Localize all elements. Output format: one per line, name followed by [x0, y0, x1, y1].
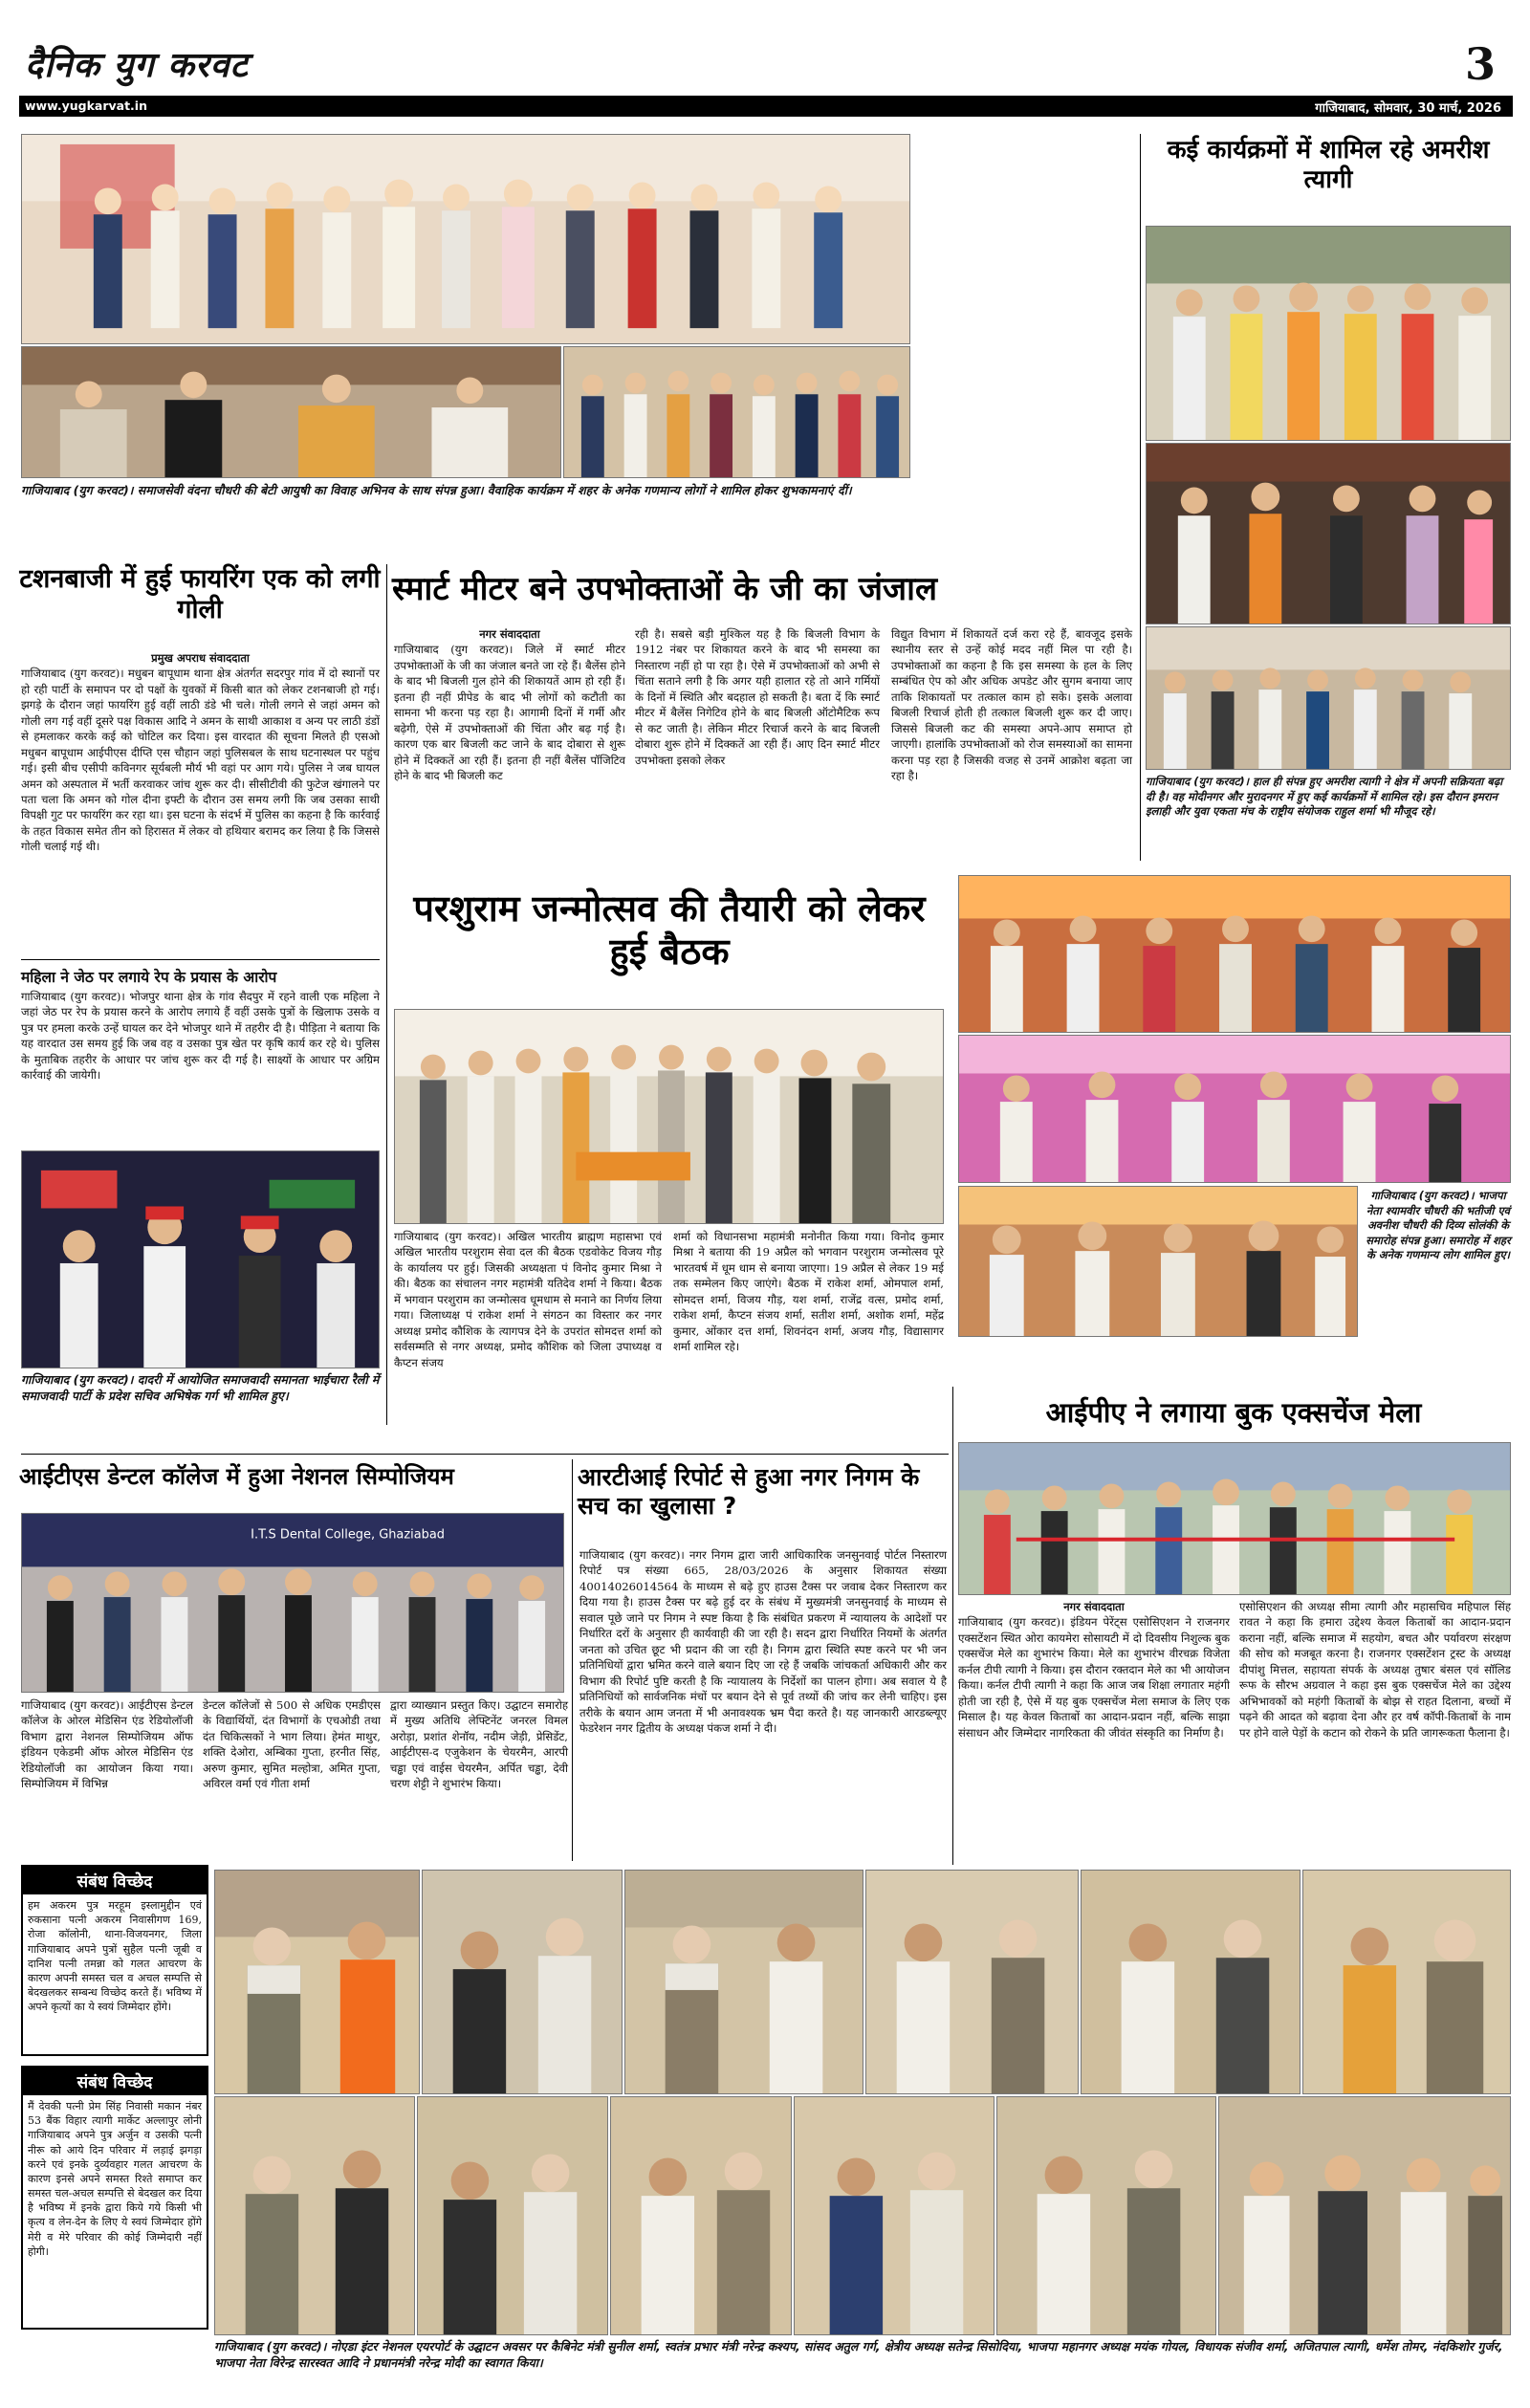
book-fair-byline: नगर संवाददाता — [1063, 1600, 1125, 1613]
pm-photo-2 — [422, 1870, 623, 2094]
pm-caption: गाजियाबाद (युग करवट)। नोएडा इंटर नेशनल एयरपोर्ट के उद्घाटन अवसर पर कैबिनेट मंत्री सुनील शर्मा, स्वतंत्र प्रभार मंत्री नरेन्द्र कश्यप, सांसद अतुल गर्ग, क्षेत्रीय अध्यक्ष सतेन्द्र सिसोदिया, भाजपा महानगर अध्यक्ष मयंक गोयल, विधायक संजीव शर्मा, अजितपाल त्यागी, धर्मेश तोमर, नंदकिशोर गुर्जर, भाजपा नेता विरेन्द्र सारस्वत आदि ने प्रधानमंत्री नरेन्द्र मोदी का स्वागत किया। — [214, 2339, 1503, 2370]
parshuram-col2: शर्मा को विधानसभा महामंत्री मनोनीत किया गया। विनोद कुमार मिश्रा ने बताया की 19 अप्रैल को भगवान परशुराम जन्मोत्सव पूरे भारतवर्ष में धूम धाम से बनाया जाएगा। 19 अप्रैल से लेकर 19 मई तक सम्मेलन किए जाएंगे। बैठक में राकेश शर्मा, ओमपाल शर्मा, सोमदत्त शर्मा, विजय गौड़, यश शर्मा, राजेंद्र वत्स, प्रमोद शर्मा, राकेश शर्मा, कैप्टन संजय शर्मा, सतीश शर्मा, अशोक शर्मा, महेंद्र कुमार, ओंकार दत्त शर्मा, शिवनंदन शर्मा, अजय गौड़, विद्यासागर शर्मा शामिल रहे। — [673, 1230, 944, 1354]
amrish-caption: गाजियाबाद (युग करवट)। हाल ही संपन्न हुए अमरीश त्यागी ने क्षेत्र में अपनी सक्रियता बढ़ा दी है। वह मोदीनगर और मुरादनगर में हुए कई कार्यक्रमों में शामिल रहे। इस दौरान इमरान इलाही और युवा एकता मंच के राष्ट्रीय संयोजक राहुल शर्मा भी मौजूद रहे। — [1146, 775, 1503, 819]
masthead-bar — [19, 96, 1513, 117]
amrish-headline: कई कार्यक्रमों में शामिल रहे अमरीश त्यागी — [1167, 136, 1490, 194]
column-rule — [952, 1387, 953, 1865]
column-rule — [1140, 134, 1141, 861]
book-fair-photo — [958, 1442, 1511, 1595]
book-fair-col1 — [958, 1599, 1230, 1740]
parshuram-col1: गाजियाबाद (युग करवट)। अखिल भारतीय ब्राह्मण महासभा एवं अखिल भारतीय परशुराम सेवा दल की बैठक एडवोकेट विजय गौड़ के कार्यालय पर हुई। जिसकी अध्यक्षता पं विनोद कुमार मिश्रा ने की। बैठक का संचालन नगर महामंत्री यतिदेव शर्मा ने किया। बैठक में भगवान परशुराम का जन्मोत्सव धूमधाम से मनाने का निर्णय लिया गया। जिलाध्यक्ष पं राकेश शर्मा ने संगठन का विस्तार कर नगर अध्यक्ष प्रमोद कौशिक के त्यागपत्र देने के उपरांत सोमदत्त शर्मा को सर्वसम्मति से नगर अध्यक्ष, प्रमोद कौशिक को जिला उपाध्यक्ष व कैप्टन संजय — [394, 1230, 662, 1369]
firing-headline: टशनबाजी में हुई फायरिंग एक को लगी गोली — [19, 564, 381, 624]
reception-caption: गाजियाबाद (युग करवट)। भाजपा नेता श्यामवीर चौधरी की भतीजी एवं अवनीश चौधरी की दिव्य सोलंकी के समारोह संपन्न हुआ। समारोह में शहर के अनेक गणमान्य लोग शामिल हुए। — [1366, 1189, 1511, 1262]
book-fair-headline: आईपीए ने लगाया बुक एक्सचेंज मेला — [1045, 1396, 1422, 1429]
rule-its — [21, 1454, 949, 1455]
top-wedding-caption: गाजियाबाद (युग करवट)। समाजसेवी वंदना चौधरी की बेटी आयुषी का विवाह अभिनव के साथ संपन्न हुआ। वैवाहिक कार्यक्रम में शहर के अनेक गणमान्य लोगों ने शामिल होकर शुभकामनाएं दीं। — [21, 483, 852, 497]
notice-2-heading: संबंध विच्छेद — [23, 2068, 207, 2095]
mahila-headline: महिला ने जेठ पर लगाये रेप के प्रयास के आरोप — [21, 969, 277, 986]
reception-photo-1 — [958, 875, 1511, 1033]
amrish-photo-3 — [1146, 626, 1511, 770]
masthead-title: दैनिक युग करवट — [25, 45, 249, 85]
rule-firing — [21, 959, 380, 960]
svg-text:I.T.S Dental College, Ghaziaba: I.T.S Dental College, Ghaziabad — [251, 1527, 446, 1543]
its-col1: गाजियाबाद (युग करवट)। आईटीएस डेन्टल कॉलेज के ओरल मेडिसिन एंड रेडियोलॉजी विभाग द्वारा नेशनल सिम्पोजियम ऑफ इंडियन एकेडमी ऑफ ओरल मेडिसिन एंड रेडियोलॉजी का आयोजन किया गया। सिम्पोजियम में विभिन्न — [21, 1698, 193, 1791]
wedding-photo-2 — [21, 346, 561, 478]
notice-1-heading: संबंध विच्छेद — [23, 1867, 207, 1894]
its-headline: आईटीएस डेन्टल कॉलेज में हुआ नेशनल सिम्पोजियम — [19, 1463, 454, 1490]
column-rule — [572, 1459, 573, 1861]
sp-rally-photo — [21, 1150, 380, 1368]
pm-photo-6 — [1302, 1870, 1511, 2094]
amrish-photo-1 — [1146, 226, 1511, 441]
page-number: 3 — [1465, 38, 1497, 90]
parshuram-photo — [394, 1009, 944, 1224]
firing-body: गाजियाबाद (युग करवट)। मधुबन बापूधाम थाना क्षेत्र अंतर्गत सदरपुर गांव में दो स्थानों पर हो रही पार्टी के समापन पर दो पक्षों के युवकों में किसी बात को लेकर टशनबाजी हो गई। झगड़े के दौरान जहां फायरिंग हुई वहीं लाठी डंडे भी चले। गोली लगने से जहां अमन को गोली लग गई वहीं दूसरे पक्ष विकास आदि ने अमन के साथी आकाश व अन्य पर लाठी डंडों से हमलाकर करके कई को चोटिल कर दिया। इस वारदात की सूचना मिलते ही एसओ मधुबन बापूधाम आईपीएस दीप्ति एस चौहान जहां पुलिसबल के साथ घटनास्थल पर पहुंच गई। इसी बीच एसीपी कविनगर सूर्यबली मौर्य भी वहां पर आग गये। पुलिस ने जब घायल अमन को अस्पताल में भर्ती करवाकर जांच शुरू कर दी। सीसीटीवी की फुटेज खंगालने पर पता चला कि अमन को गोल दीना इफ्टी के दौरान उस समय लगी कि जब उसका साथी विपक्षी गुट पर फायरिंग कर रहा था। इस घटना के संदर्भ में पुलिस का कहना है कि कार्रवाई के तहत विकास समेत तीन को हिरासत में लेकर वो हथियार बरामद कर लिया है कि जिससे गोली चलाई गई थी। — [21, 667, 380, 854]
book-fair-col2: एसोसिएशन की अध्यक्ष सीमा त्यागी और महासचिव महिपाल सिंह रावत ने कहा कि हमारा उद्देश्य केवल किताबों का आदान-प्रदान कराना नहीं, बल्कि समाज में सहयोग, बचत और पर्यावरण संरक्षण की सोच को मजबूत करना है। राजनगर एक्सटेंशन ट्रस्ट के अध्यक्ष दीपांशु मित्तल, सहायता संपर्क के अध्यक्ष तुषार बंसल एवं सॉलिड रूफ के सौरभ अग्रवाल ने कहा इस बुक एक्सचेंज मेले का उद्देश्य अभिभावकों को महंगी किताबों के बोझ से राहत दिलाना, बच्चों में पढ़ने की आदत को बढ़ावा देना और हर वर्ष कॉपी-किताबों के नाम पर होने वाले पेड़ों के कटान को रोकने के प्रति जागरूकता फैलाना है। — [1239, 1600, 1511, 1740]
pm-photo-11 — [996, 2096, 1216, 2335]
masthead — [0, 0, 1530, 124]
notice-1-body: हम अकरम पुत्र मरहूम इस्लामुद्दीन एवं रुकसाना पत्नी अकरम निवासीगण 169, रोजा कॉलोनी, थाना-विजयनगर, जिला गाजियाबाद अपने पुत्रों सुहैल पत्नी जूबी व दानिश पत्नी तमन्ना को गलत आचरण के कारण अपनी समस्त चल व अचल सम्पत्ति से बेदखलकर सम्बन्ध विच्छेद करते हैं। भविष्य में अपने कृत्यों का ये स्वयं जिम्मेदार होंगे। — [28, 1899, 202, 2014]
pm-photo-10 — [794, 2096, 994, 2335]
wedding-photo-3 — [563, 346, 910, 478]
pm-photo-1 — [214, 1870, 420, 2094]
pm-photo-9 — [610, 2096, 792, 2335]
rti-headline: आरटीआई रिपोर्ट से हुआ नगर निगम के सच का खुलासा ? — [578, 1463, 920, 1520]
smart-meter-headline: स्मार्ट मीटर बने उपभोक्ताओं के जी का जंजाल — [392, 570, 938, 608]
pm-photo-12 — [1218, 2096, 1511, 2335]
smart-meter-byline: नगर संवाददाता — [479, 627, 540, 641]
smart-meter-text1: गाजियाबाद (युग करवट)। जिले में स्मार्ट मीटर उपभोक्ताओं के जी का जंजाल बनते जा रहे हैं। बैलेंस होने के बाद भी बिजली गुल होने की शिकायतें आम हो रही हैं। इतना ही नहीं प्रीपेड के बाद भी लोगों को कटौती का सामना भी करना पड़ रहा है। आगामी दिनों में गर्मी और बढ़ेगी, ऐसे में उपभोक्ताओं की चिंता और बढ़ गई है। कारण एक बार बिजली कट जाने के बाद दोबारा से शुरू होने में दिक्कतें आ रही हैं। इतना ही नहीं बैलेंस पॉजिटिव होने के बाद भी बिजली कट — [394, 643, 625, 782]
smart-meter-col1 — [394, 626, 625, 783]
smart-meter-col2: रही है। सबसे बड़ी मुश्किल यह है कि बिजली विभाग के 1912 नंबर पर शिकायत करने के बाद भी समस्या का निस्तारण नहीं हो पा रहा है। ऐसे में उपभोक्ताओं को अभी से चिंता सताने लगी है कि अगर यही हालात रहे तो आने गर्मियों के दिनों में स्थिति और बदहाल हो सकती है। बता दें कि स्मार्ट मीटर में बैलेंस निगेटिव होने के बाद बिजली ऑटोमैटिक रूप से कट जाती है। लेकिन मीटर रिचार्ज करने के बाद बिजली दोबारा शुरू होने में दिक्कतें आ रही हैं। आए दिन स्मार्ट मीटर उपभोक्ता इसको लेकर — [635, 627, 880, 767]
pm-photo-7 — [214, 2096, 415, 2335]
its-col2: डेन्टल कॉलेजों से 500 से अधिक एमडीएस के विद्यार्थियों, दंत विभागों के एचओडी तथा दंत चिकित्सकों ने भाग लिया। हेमंत माथुर, शक्ति देओरा, अम्बिका गुप्ता, हरनीत सिंह, अरुण कुमार, सुमित मल्होत्रा, अमित गुप्ता, अविरल वर्मा एवं गीता शर्मा — [203, 1698, 381, 1791]
date-line: गाजियाबाद, सोमवार, 30 मार्च, 2026 — [1315, 101, 1501, 116]
smart-meter-col3: विद्युत विभाग में शिकायतें दर्ज करा रहे हैं, बावजूद इसके स्थानीय स्तर से उन्हें कोई मदद नहीं मिल पा रही है। उपभोक्ताओं का कहना है कि इस समस्या के हल के लिए सम्बंधित ऐप को और अधिक अपडेट और सुगम बनाया जाए ताकि शिकायतों पर तत्काल काम हो सके। इसके अलावा बिजली रिचार्ज होती ही तत्काल बिजली शुरू कर दी जाए। जिससे बिजली कट की समस्या अपने-आप समाप्त हो जाएगी। हालांकि उपभोक्ताओं को रोज समस्याओं का सामना करना पड़ रहा है जिसकी वजह से उनमें आक्रोश बढ़ता जा रहा है। — [891, 627, 1132, 783]
book-fair-text1: गाजियाबाद (युग करवट)। इंडियन पेरेंट्स एसोसिएशन ने राजनगर एक्सटेंशन स्थित ओरा कायमेरा सोसायटी में दो दिवसीय निशुल्क बुक एक्सचेंज मेले का शुभारंभ किया। मेले का शुभारंभ वीरचक्र विजेता कर्नल टीपी त्यागी ने किया। इस दौरान रक्तदान मेले का भी आयोजन किया। कर्नल टीपी त्यागी ने कहा कि आज जब शिक्षा लगातार महंगी होती जा रही है, ऐसे में यह बुक एक्सचेंज मेला समाज के लिए एक मिसाल है। यह केवल किताबों का आदान-प्रदान नहीं, बल्कि साझा संसाधन और जिम्मेदार नागरिकता की जीवंत संस्कृति का निर्माण है। — [958, 1615, 1230, 1740]
wedding-photo-1 — [21, 134, 910, 344]
pm-photo-3 — [624, 1870, 863, 2094]
firing-byline: प्रमुख अपराध संवाददाता — [151, 651, 250, 665]
notice-box-1 — [21, 1865, 208, 2056]
pm-photo-5 — [1081, 1870, 1300, 2094]
rti-body: गाजियाबाद (युग करवट)। नगर निगम द्वारा जारी आधिकारिक जनसुनवाई पोर्टल निस्तारण रिपोर्ट पत्र संख्या 665, 28/03/2026 के अनुसार शिकायत संख्या 40014026014564 के माध्यम से बढ़े हुए हाउस टैक्स पर जवाब देकर निस्तारण कर दिया गया है। हाउस टैक्स पर बढ़े हुई दर के संबंध में मुख्यमंत्री जनसुनवाई के माध्यम से सवाल पूछे जाने पर निगम ने स्पष्ट किया है कि संबंधित प्रकरण में न्यायालय के आदेशों पर निर्धारित दरों के अनुसार ही कार्यवाही की जा रही है। सदन द्वारा निर्धारित नियमों के अंतर्गत जनता को उचित छूट भी प्रदान की जा रही है। निगम द्वारा स्थिति स्पष्ट करने पर भी जन प्रतिनिधियों द्वारा भ्रमित करने वाले बयान दिए जा रहे हैं जबकि जांचकर्ता अधिकारी और कर विभाग की रिपोर्ट पुष्टि करती है कि न्यायालय के निर्देशों का पालन होगा। अब सवाल ये है प्रतिनिधियों को सार्वजनिक मंचों पर बयान देने से पूर्व तथ्यों की जांच कर लेनी चाहिए। इस तरीके के बयान आम जनता में भी अनावश्यक भ्रम पैदा करते है। यह जानकारी आरडब्ल्यूए फेडरेशन नगर द्वितीय के अध्यक्ष पंकज शर्मा ने दी। — [579, 1548, 947, 1735]
website[interactable]: www.yugkarvat.in — [25, 99, 147, 113]
sp-rally-caption: गाजियाबाद (युग करवट)। दादरी में आयोजित समाजवादी समानता भाईचारा रैली में समाजवादी पार्टी के प्रदेश सचिव अभिषेक गर्ग भी शामिल हुए। — [21, 1372, 380, 1403]
reception-photo-2 — [958, 1035, 1511, 1183]
amrish-photo-2 — [1146, 443, 1511, 624]
its-photo — [21, 1513, 564, 1693]
firing-article — [21, 650, 380, 855]
pm-photo-8 — [417, 2096, 608, 2335]
notice-2-body: मैं देवकी पत्नी प्रेम सिंह निवासी मकान नंबर 53 बैंक विहार त्यागी मार्केट अल्लापुर लोनी गाजियाबाद अपने पुत्र अर्जुन व उसकी पत्नी नीरू को आये दिन परिवार में लड़ाई झगड़ा करने एवं इनके दुर्व्यवहार गलत आचरण के कारण इनसे अपने समस्त रिश्ते समाप्त कर समस्त चल-अचल सम्पत्ति से बेदखल कर दिया है भविष्य में इनके द्वारा किये गये किसी भी कृत्य व लेन-देन के लिए ये स्वयं जिम्मेदार होंगे मेरी व मेरे परिवार की कोई जिम्मेदारी नहीं होगी। — [28, 2100, 202, 2258]
pm-photo-4 — [865, 1870, 1079, 2094]
its-col3: द्वारा व्याख्यान प्रस्तुत किए। उद्घाटन समारोह में मुख्य अतिथि लेफ्टिनेंट जनरल विमल अरोड़ा, प्रशांत शेनॉय, नदीम जेड़ी, प्रेसिडेंट, आईटीएस-द एजुकेशन के चेयरमैन, आरपी चड्ढा एवं वाईस चेयरमैन, अर्पित चड्ढा, देवी चरण शेट्टी ने शुभारंभ किया। — [390, 1698, 568, 1791]
mahila-body: गाजियाबाद (युग करवट)। भोजपुर थाना क्षेत्र के गांव सैदपुर में रहने वाली एक महिला ने जहां जेठ पर रेप के प्रयास करने के आरोप लगाये हैं वहीं उसके पुत्रों के खिलाफ उसके व पुत्र पर हमला करके उन्हें घायल कर देने भोजपुर थाने में तहरीर दी है। पीड़िता ने बताया कि यह वारदात उस समय हुई कि जब वह व उसका पुत्र खेत पर कृषि कार्य कर रहे थे। पुलिस के मुताबिक तहरीर के आधार पर जांच शुरू कर दी गई है। साक्ष्यों के आधार पर अग्रिम कार्रवाई की जायेगी। — [21, 990, 380, 1083]
reception-photo-3 — [958, 1186, 1358, 1337]
column-rule — [386, 564, 387, 1425]
notice-box-2 — [21, 2066, 208, 2330]
parshuram-headline: परशुराम जन्मोत्सव की तैयारी को लेकर हुई बैठक — [413, 887, 926, 973]
